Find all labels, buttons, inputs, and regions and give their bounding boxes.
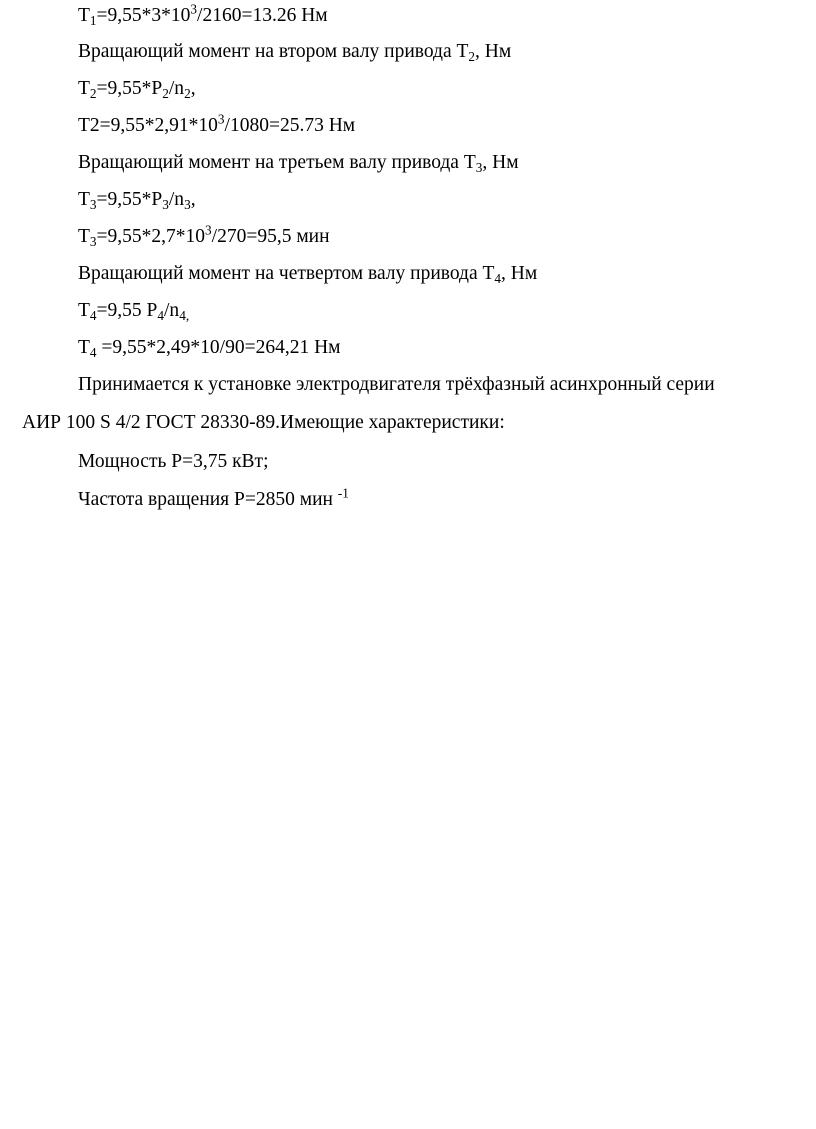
subscript: 2	[184, 85, 191, 101]
subscript: 4	[157, 307, 165, 323]
subscript: 1	[89, 12, 97, 28]
paragraph-motor-selection	[78, 373, 715, 397]
subscript: 4,	[179, 307, 190, 323]
heading-torque-shaft-2	[78, 40, 511, 64]
text-run: T	[78, 226, 90, 247]
superscript: 3	[205, 222, 212, 238]
text-run: /2160=13.26 Нм	[197, 5, 328, 26]
text-run: /270=95,5 мин	[211, 226, 330, 247]
text-run: Вращающий момент на третьем валу привода T	[78, 152, 476, 173]
formula-t1-result	[78, 1, 328, 28]
paragraph-motor-model	[22, 411, 505, 435]
text-run: =9,55*2,7*10	[96, 226, 206, 247]
text-run: Вращающий момент на четвертом валу привода T	[78, 263, 495, 284]
text-run: , Нм	[501, 263, 538, 284]
subscript: 4	[89, 307, 97, 323]
subscript: 4	[494, 270, 502, 286]
formula-t4-result	[78, 336, 341, 360]
subscript: 2	[468, 48, 476, 64]
formula-t2-result	[78, 111, 356, 138]
formula-t3	[78, 188, 196, 212]
text-run: АИР 100 S 4/2 ГОСТ 28330-89.Имеющие характеристики:	[22, 412, 505, 433]
superscript: 3	[190, 1, 198, 17]
text-run: /1080=25.73 Нм	[224, 115, 356, 136]
text-run: ,	[190, 189, 196, 210]
spec-power	[78, 450, 269, 474]
text-run: T2=9,55*2,91*10	[78, 115, 218, 136]
text-run: , Нм	[482, 152, 519, 173]
formula-t2	[78, 77, 196, 101]
subscript: 4	[89, 344, 97, 360]
text-run: , Нм	[475, 41, 512, 62]
text-run: ,	[190, 78, 196, 99]
subscript: 3	[184, 196, 191, 212]
subscript: 3	[89, 233, 97, 249]
heading-torque-shaft-3	[78, 151, 519, 175]
text-run: =9,55*3*10	[96, 5, 191, 26]
text-run: =9,55*P	[96, 189, 163, 210]
text-run: T	[78, 300, 90, 321]
text-run: /n	[168, 78, 185, 99]
text-run: T	[78, 78, 90, 99]
formula-t4	[78, 299, 189, 323]
subscript: 2	[162, 85, 169, 101]
subscript: 3	[162, 196, 169, 212]
text-run: Вращающий момент на втором валу привода T	[78, 41, 469, 62]
text-run: /n	[164, 300, 180, 321]
text-run: =9,55*2,49*10/90=264,21 Нм	[96, 337, 341, 358]
text-run: Принимается к установке электродвигателя трёхфазный асинхронный серии	[78, 374, 715, 395]
text-run: T	[78, 189, 90, 210]
subscript: 3	[89, 196, 97, 212]
text-run: T	[78, 337, 90, 358]
heading-torque-shaft-4	[78, 262, 537, 286]
superscript: -1	[337, 485, 349, 501]
superscript: 3	[217, 111, 225, 127]
text-run: Мощность P=3,75 кВт;	[78, 451, 269, 472]
formula-t3-result	[78, 222, 330, 249]
text-run: =9,55 P	[96, 300, 158, 321]
subscript: 3	[475, 159, 483, 175]
text-run: =9,55*P	[96, 78, 163, 99]
text-run: Частота вращения P=2850 мин	[78, 489, 338, 510]
text-run: /n	[168, 189, 185, 210]
text-run: T	[78, 5, 90, 26]
spec-rotation-speed	[78, 485, 349, 512]
subscript: 2	[89, 85, 97, 101]
